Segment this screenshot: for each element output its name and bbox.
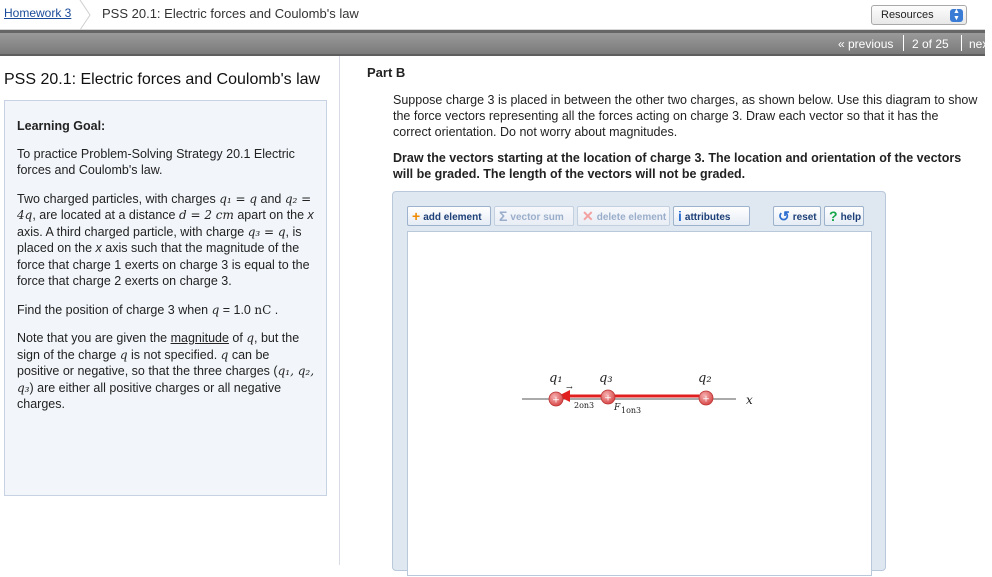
text-run: Find the position of charge 3 when (17, 302, 212, 317)
label-q2: q₂ (698, 371, 712, 386)
text-run: can be positive or negative, so that the three charges ( (17, 347, 278, 378)
charge-q1[interactable] (549, 392, 563, 406)
charge-q3[interactable] (601, 390, 615, 404)
resources-dropdown[interactable] (871, 5, 967, 25)
previous-link[interactable]: « previous (838, 37, 894, 51)
resources-label: Resources (881, 9, 934, 21)
info-icon: i (678, 208, 682, 224)
text-run: ) are either all positive charges or all negative charges. (17, 380, 282, 411)
reset-button[interactable] (773, 206, 821, 226)
text-run: , are located at a distance (32, 208, 179, 222)
vector-label-2on3: 2on3 (574, 401, 595, 410)
math-q3: q₃ = q (247, 224, 286, 239)
text-run: is not specified. (127, 347, 221, 362)
text-run: = 1.0 (219, 302, 255, 317)
vector-sum-button[interactable] (494, 206, 574, 226)
part-instructions-bold: Draw the vectors starting at the location of charge 3. The location and orientation of the vectors will be graded. The length of the vectors will not be graded. (393, 151, 962, 181)
breadcrumb-current: PSS 20.1: Electric forces and Coulomb's law (102, 6, 359, 21)
x-icon: ✕ (582, 208, 594, 224)
charge-diagram (408, 232, 873, 577)
part-label: Part B (367, 65, 406, 80)
drawing-canvas[interactable] (407, 231, 872, 576)
vector-sum-label: vector sum (510, 212, 564, 223)
add-element-button[interactable] (407, 206, 491, 226)
math-q2: q₂ = 4q (17, 191, 312, 222)
math-q: q (220, 347, 229, 362)
reset-label: reset (792, 212, 817, 223)
vector-arrow-mark: → (566, 383, 573, 392)
next-link[interactable]: next (969, 37, 992, 51)
problem-title: PSS 20.1: Electric forces and Coulomb's law (4, 71, 321, 88)
help-icon: ? (829, 208, 838, 224)
math-distance: d = 2 cm (178, 208, 234, 222)
text-run: axis such that the magnitude of the force that charge 1 exerts on charge 3 is equal to the force that charge 2 exerts on charge 3. (17, 241, 310, 288)
problem-left-panel (0, 56, 340, 565)
vector-label-1on3: 1on3 (621, 406, 642, 415)
math-unit: nC (254, 302, 272, 317)
sigma-icon: Σ (499, 208, 508, 224)
text-run: , is placed on the (17, 224, 302, 255)
reset-icon: ↺ (778, 208, 790, 224)
plus-icon: + (412, 208, 421, 224)
help-label: help (840, 212, 862, 223)
sign-note-paragraph (17, 330, 314, 413)
problem-setup-paragraph (17, 191, 314, 290)
learning-goal-text: To practice Problem-Solving Strategy 20.1 Electric forces and Coulomb's law. (17, 146, 295, 177)
svg-text:+: + (702, 394, 710, 405)
page-count: 2 of 25 (912, 37, 949, 51)
learning-goal-box (4, 100, 327, 496)
top-breadcrumb-bar (0, 0, 985, 30)
math-q: q (211, 302, 220, 317)
math-q: q (246, 331, 255, 345)
text-run: Two charged particles, with charges (17, 191, 220, 206)
vector-label-f: F (614, 403, 621, 413)
math-charge-list: q₁, q₂, q₃ (17, 364, 315, 395)
label-q1: q₁ (549, 371, 563, 386)
delete-element-button[interactable] (577, 206, 670, 226)
math-q1: q₁ = q (219, 191, 258, 206)
learning-goal-heading: Learning Goal: (17, 119, 106, 133)
text-run: Note that you are given the (17, 331, 171, 345)
vector-drawing-tool (392, 191, 886, 571)
breadcrumb-separator-icon (78, 0, 92, 30)
nav-divider (961, 35, 962, 51)
navigation-bar (0, 30, 992, 56)
nav-divider (903, 35, 904, 51)
find-position-paragraph (17, 302, 314, 319)
label-q3: q₃ (599, 371, 613, 386)
help-button[interactable] (824, 206, 864, 226)
svg-text:+: + (604, 393, 612, 404)
text-run: apart on the (233, 208, 308, 222)
text-run: of (228, 331, 247, 345)
delete-element-label: delete element (596, 212, 667, 223)
breadcrumb-homework-link[interactable]: Homework 3 (4, 6, 72, 20)
part-instructions: Suppose charge 3 is placed in between the other two charges, as shown below. Use this diagram to show the force vectors representing all the forces acting on charge 3. Draw each vector so that it has the correct orientation. Do not worry about magnitudes. (393, 93, 978, 139)
text-x: x (95, 241, 102, 255)
text-run: . (271, 302, 279, 317)
magnitude-emphasis: magnitude (170, 331, 229, 345)
add-element-label: add element (423, 212, 482, 223)
text-run: and (257, 191, 285, 206)
text-run: , but the sign of the charge (17, 331, 300, 362)
attributes-label: attributes (684, 212, 731, 223)
updown-arrows-icon: ▲ ▼ (950, 9, 963, 22)
charge-q2[interactable] (699, 391, 713, 405)
text-run: axis. A third charged particle, with charge (17, 224, 248, 239)
x-axis-label: x (746, 393, 753, 407)
math-q: q (119, 347, 128, 362)
attributes-button[interactable] (673, 206, 750, 226)
svg-text:+: + (552, 395, 560, 406)
text-x: x (307, 208, 314, 222)
